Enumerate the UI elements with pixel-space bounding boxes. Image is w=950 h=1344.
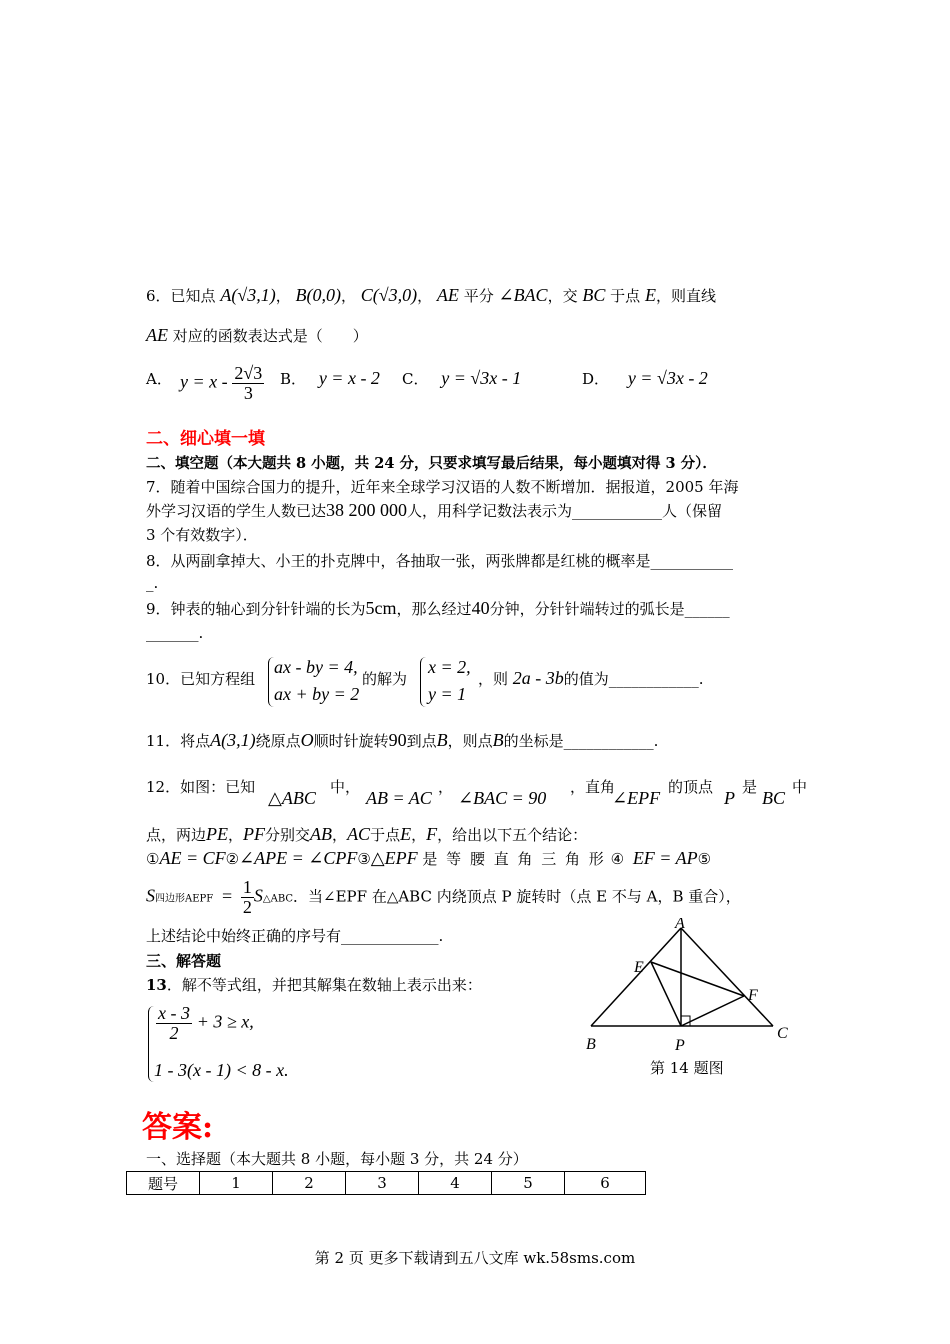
q10-sol1: x = 2, <box>428 657 471 677</box>
q10-intro: 10．已知方程组 <box>146 670 256 688</box>
q6-option-a: A． <box>146 370 172 388</box>
q8-line1: 8．从两副拿掉大、小王的扑克牌中，各抽取一张，两张牌都是红桃的概率是___________ <box>146 552 734 570</box>
table-cell: 1 <box>200 1172 273 1195</box>
figure-caption: 第 14 题图 <box>650 1059 724 1077</box>
label-b: B <box>586 1036 596 1053</box>
q6-option-d: D． y = √3x - 2 <box>582 368 708 388</box>
q10-eq1: ax - by = 4, <box>274 657 358 677</box>
label-p: P <box>675 1037 685 1054</box>
q12-conclusions: ①AE = CF②∠APE = ∠CPF③△EPF 是 等 腰 直 角 三 角 形 ④ EF = AP⑤ <box>146 848 712 868</box>
q13-ineq2: 1 - 3(x - 1) < 8 - x. <box>154 1060 289 1080</box>
q13-ineq1: $\frac{x - 3}{2}$ + 3 ≥ x, <box>158 1003 254 1043</box>
point-b: B(0,0) <box>295 285 341 305</box>
page-footer: 第 2 页 更多下载请到五八文库 wk.58sms.com <box>314 1249 636 1267</box>
q12-tri: △ABC <box>268 788 316 808</box>
section3-title: 三、解答题 <box>146 952 222 970</box>
q6-line2: AE 对应的函数表达式是（ ） <box>146 325 368 345</box>
section2-bold-title: 二、填空题（本大题共 8 小题，共 24 分，只要求填写最后结果，每小题填对得 3 分）． <box>146 455 717 472</box>
q10-eq2: ax + by = 2 <box>274 684 360 704</box>
table-cell: 4 <box>419 1172 492 1195</box>
q9-line1: 9．钟表的轴心到分针针端的长为5cm，那么经过40分钟，分针针端转过的弧长是______ <box>146 598 730 618</box>
q12-angle: ∠BAC = 90 <box>458 788 547 808</box>
label-e: E <box>634 959 644 976</box>
table-cell: 3 <box>346 1172 419 1195</box>
q12-angle2: ∠EPF <box>612 788 661 808</box>
answers-title: 答案: <box>142 1110 214 1145</box>
q7-line2: 外学习汉语的学生人数已达38 200 000人，用科学记数法表示为____________人（保留 <box>146 500 723 520</box>
q12-area-formula: S四边形AEPF = $\frac{1}{2}$ S△ABC．当∠EPF 在△ABC 内绕顶点 P 旋转时（点 E 不与 A，B 重合）， <box>146 877 741 917</box>
table-cell: 6 <box>565 1172 646 1195</box>
side-ab <box>591 928 681 1026</box>
q10-tail: ，则 2a - 3b的值为____________. <box>478 668 704 688</box>
q10-sol2: y = 1 <box>428 684 467 704</box>
q7-line1: 7．随着中国综合国力的提升，近年来全球学习汉语的人数不断增加．据报道，2005 年海 <box>146 478 739 496</box>
side-ac <box>681 928 773 1026</box>
label-c: C <box>777 1025 788 1042</box>
q10-solution-label: 的解为 <box>362 670 408 688</box>
brace <box>420 657 427 707</box>
fraction: $\frac{2√3}{3}$ <box>234 363 263 403</box>
triangle-figure <box>580 918 800 1078</box>
table-cell: 题号 <box>127 1172 200 1195</box>
q7-line3: 3 个有效数字）． <box>146 526 258 544</box>
q13-prompt: 13．解不等式组，并把其解集在数轴上表示出来： <box>146 976 482 994</box>
q11: 11．将点A(3,1)绕原点O顺时针旋转90到点B，则点B的坐标是____________. <box>146 730 659 750</box>
q12-eq: AB = AC <box>366 788 432 808</box>
q12-intro: 12．如图：已知 <box>146 778 256 796</box>
table-row <box>127 1172 646 1195</box>
q6-option-c: C． y = √3x - 1 <box>402 368 522 388</box>
answer-table <box>126 1171 646 1195</box>
q6-option-b: B． y = x - 2 <box>280 368 380 388</box>
q12-zhong: 中， <box>330 778 361 796</box>
q8-line2: _. <box>146 574 159 592</box>
table-cell: 5 <box>492 1172 565 1195</box>
label-a: A <box>675 918 685 932</box>
table-cell: 2 <box>273 1172 346 1195</box>
q12-line5: 上述结论中始终正确的序号有_____________. <box>146 927 444 945</box>
point-c: C(√3,0) <box>360 285 418 305</box>
q6-line1: 6．已知点 A(√3,1)， B(0,0)， C(√3,0)， AE 平分 ∠BAC，交 BC 于点 E，则直线 <box>146 285 716 305</box>
label-f: F <box>748 987 758 1004</box>
section2-red-title: 二、细心填一填 <box>146 429 265 449</box>
q6-option-a-expr: y = x - $\frac{2√3}{3}$ <box>180 363 263 403</box>
q12-line2: 点，两边PE，PF分别交AB，AC于点E，F，给出以下五个结论： <box>146 824 588 844</box>
q9-line2: _______. <box>146 624 204 642</box>
point-a: A(√3,1) <box>220 285 276 305</box>
answers-section: 一、选择题（本大题共 8 小题，每小题 3 分，共 24 分） <box>146 1150 528 1168</box>
